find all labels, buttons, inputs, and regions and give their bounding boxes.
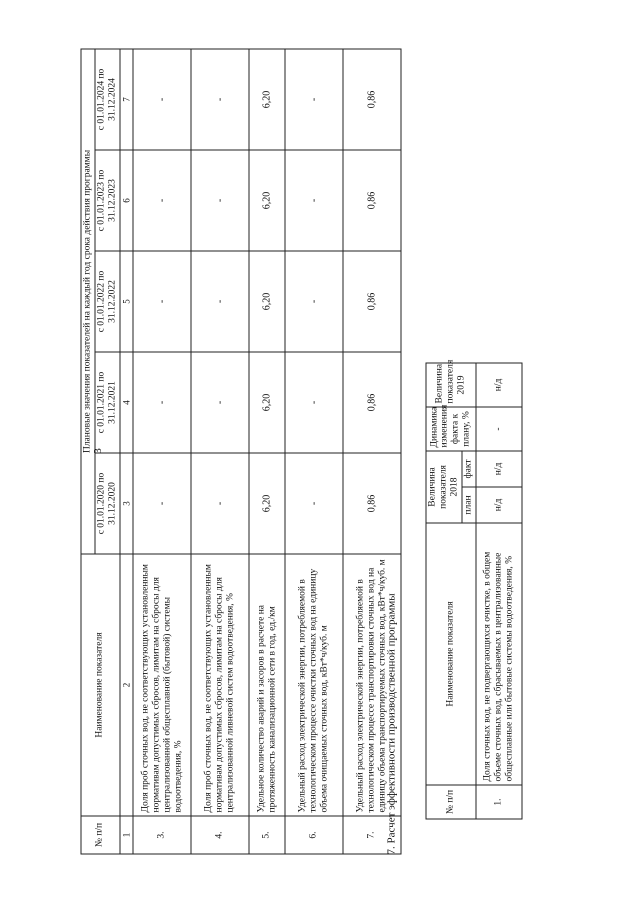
row-value: -	[191, 251, 249, 352]
period-2024: с 01.01.2024 по 31.12.2024	[95, 49, 120, 150]
row-name: Удельный расход электрической энергии, потребляемой в технологическом процессе очистки сточных вод на единицу объема очищаемых сточных вод, кВт*ч/куб. м	[285, 554, 343, 816]
table-header-row	[81, 49, 95, 854]
col-number: 5	[120, 251, 133, 352]
header-plan: план	[462, 487, 476, 523]
row-value: -	[285, 352, 343, 453]
row-value: 0,86	[343, 453, 401, 554]
page-number: 3	[91, 448, 104, 454]
period-2020: с 01.01.2020 по 31.12.2020	[95, 453, 120, 554]
period-2023: с 01.01.2023 по 31.12.2023	[95, 150, 120, 251]
row-value: -	[191, 150, 249, 251]
table-row	[285, 49, 343, 854]
row-value: -	[285, 251, 343, 352]
period-2022: с 01.01.2022 по 31.12.2022	[95, 251, 120, 352]
column-number-row	[120, 49, 133, 854]
row-value: -	[133, 251, 191, 352]
row-value: -	[285, 49, 343, 150]
row-fact: н/д	[476, 451, 522, 487]
efficiency-table	[426, 359, 523, 819]
row-value: 0,86	[343, 251, 401, 352]
header-dynamics: Динамика изменения факта к плану, %	[426, 407, 476, 451]
row-dynamics: -	[476, 407, 522, 451]
row-value: 0,86	[343, 49, 401, 150]
row-plan: н/д	[476, 487, 522, 523]
row-value: 6,20	[249, 453, 285, 554]
col-number: 7	[120, 49, 133, 150]
row-value: 6,20	[249, 49, 285, 150]
row-num: 7.	[343, 816, 401, 854]
row-value-2019: н/д	[476, 363, 522, 407]
row-num: 1.	[476, 785, 522, 819]
row-name: Удельный расход электрической энергии, потребляемой в технологическом процессе транспортировки сточных вод на единицу объема транспортируемых сточных вод, кВт*ч/куб. м	[343, 554, 401, 816]
col-number: 2	[120, 554, 133, 816]
header-value-2018: Величина показателя 2018	[426, 451, 462, 523]
header-fact: факт	[462, 451, 476, 487]
header-name: Наименование показателя	[81, 554, 120, 816]
row-num: 3.	[133, 816, 191, 854]
col-number: 4	[120, 352, 133, 453]
col-number: 6	[120, 150, 133, 251]
table-row	[249, 49, 285, 854]
header-value-2019: Величина показателя 2019	[426, 363, 476, 407]
table-row	[476, 363, 522, 819]
row-value: 0,86	[343, 150, 401, 251]
row-num: 6.	[285, 816, 343, 854]
table-row	[133, 49, 191, 854]
row-value: -	[191, 49, 249, 150]
row-value: -	[285, 453, 343, 554]
section-7-title: 7. Расчет эффективности производственной программы	[385, 593, 398, 855]
target-indicators-table	[81, 48, 402, 854]
row-value: -	[133, 453, 191, 554]
row-value: 6,20	[249, 251, 285, 352]
header-num: № п/п	[426, 785, 476, 819]
header-name: Наименование показателя	[426, 523, 476, 785]
table-row	[191, 49, 249, 854]
header-num: № п/п	[81, 816, 120, 854]
row-value: -	[133, 352, 191, 453]
col-number: 3	[120, 453, 133, 554]
row-name: Доля сточных вод, не подвергающихся очистке, в общем объеме сточных вод, сбрасываемых в централизованные общесплавные или бытовые системы водоотведения, %	[476, 523, 522, 785]
row-value: 6,20	[249, 150, 285, 251]
row-name: Доля проб сточных вод, не соответствующих установленным нормативам допустимых сбросов, лимитам на сбросы для централизованной общесплавной (бытовой) системы водоотведения, %	[133, 554, 191, 816]
period-2021: с 01.01.2021 по 31.12.2021	[95, 352, 120, 453]
col-number: 1	[120, 816, 133, 854]
header-group: Плановые значения показателей на каждый год срока действия программы	[81, 49, 95, 554]
rotated-page-content	[41, 50, 601, 855]
row-num: 4.	[191, 816, 249, 854]
row-value: -	[133, 150, 191, 251]
row-value: -	[133, 49, 191, 150]
row-name: Удельное количество аварий и засоров в расчете на протяженность канализационной сети в год, ед./км	[249, 554, 285, 816]
row-num: 5.	[249, 816, 285, 854]
row-value: -	[191, 352, 249, 453]
row-value: 6,20	[249, 352, 285, 453]
row-value: 0,86	[343, 352, 401, 453]
row-name: Доля проб сточных вод, не соответствующих установленным нормативам допустимых сбросов, лимитам на сбросы для централизованной ливневой систем водоотведения, %	[191, 554, 249, 816]
table-header-row	[426, 363, 462, 819]
row-value: -	[191, 453, 249, 554]
row-value: -	[285, 150, 343, 251]
